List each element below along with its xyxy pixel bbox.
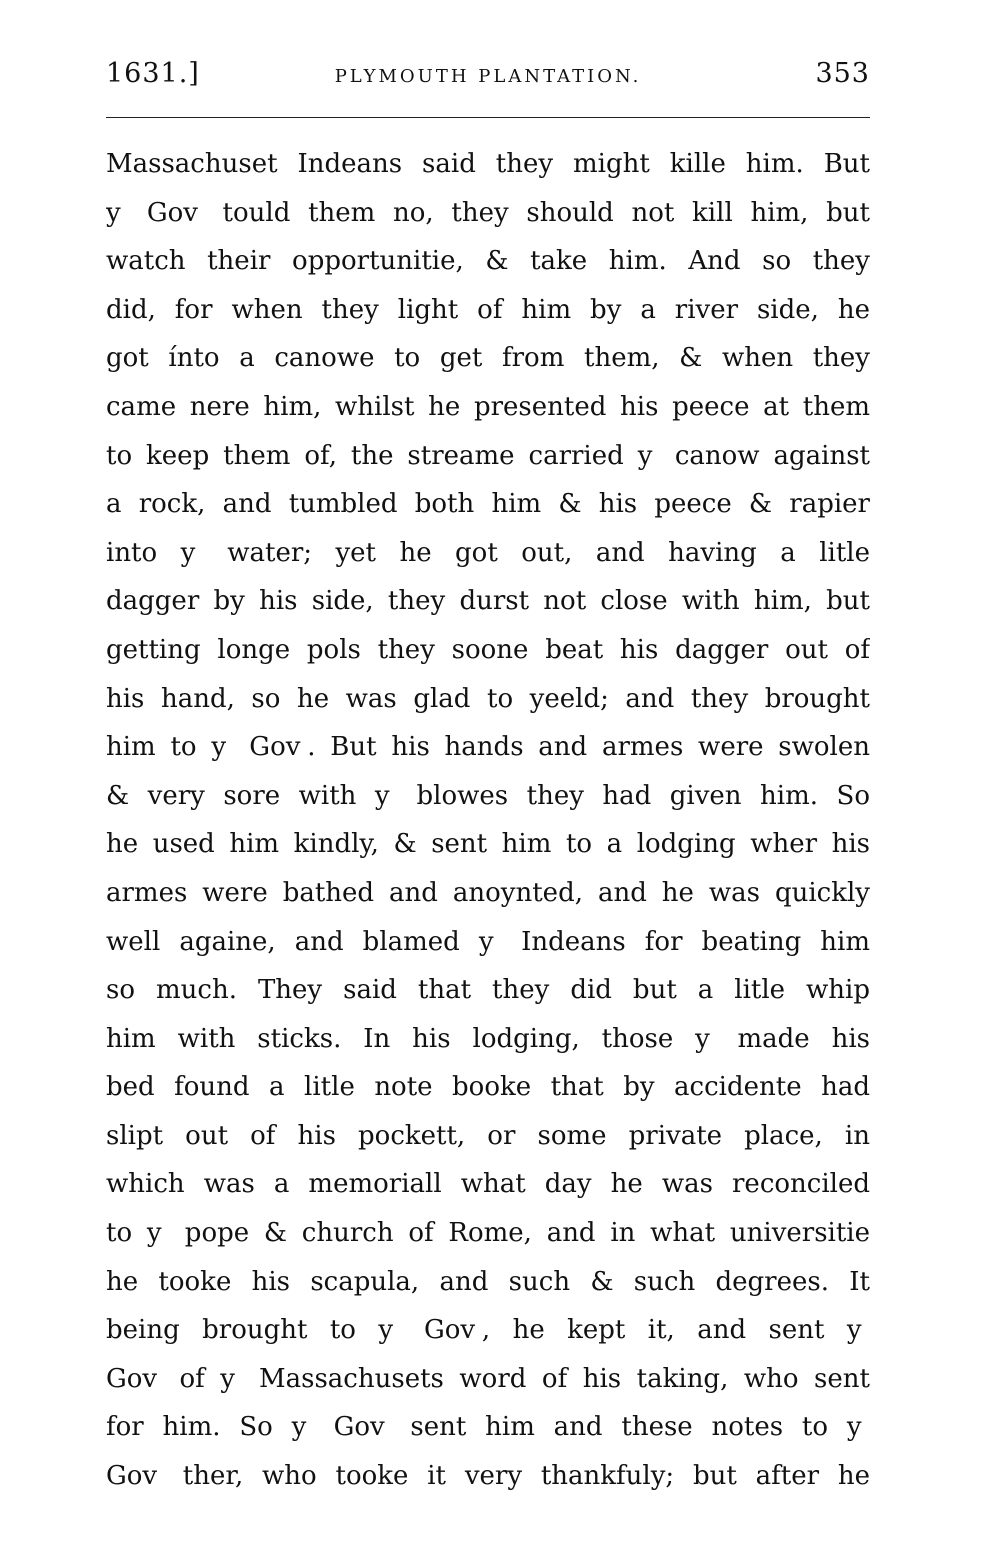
text-line: getting longe pols they soone beat his dagger out of [106, 634, 870, 665]
text-line: him with sticks. In his lodging, those y made his [106, 1023, 870, 1054]
text-line: so much. They said that they did but a litle whip [106, 975, 870, 1006]
text-line: dagger by his side, they durst not close with him, but [106, 586, 870, 617]
text-line: for him. So y Gov sent him and these notes to y [106, 1412, 862, 1443]
text-line: watch their opportunitie, & take him. And so they [106, 246, 870, 277]
text-line: to keep them of, the streame carried y canow against [106, 440, 870, 471]
text-line: being brought to y Gov , he kept it, and sent y [106, 1315, 862, 1346]
text-line: he used him kindly, & sent him to a lodging wher his [106, 829, 870, 860]
text-line: came nere him, whilst he presented his peece at them [106, 391, 870, 422]
header-rule [106, 117, 870, 118]
text-line: got ínto a canowe to get from them, & when they [106, 343, 870, 374]
text-line: into y water; yet he got out, and having a litle [106, 537, 870, 568]
text-line: did, for when they light of him by a river side, he [106, 294, 870, 325]
text-line: him to y Gov . But his hands and armes were swolen [106, 732, 870, 763]
text-line: Gov ther, who tooke it very thankfuly; but after he [106, 1461, 870, 1492]
text-line: to y pope & church of Rome, and in what universitie [106, 1218, 870, 1249]
header-title: PLYMOUTH PLANTATION. [334, 66, 642, 87]
text-line: & very sore with y blowes they had given him. So [106, 780, 870, 811]
body-text [106, 140, 870, 1501]
page-number: 353 [815, 58, 870, 89]
text-line: well againe, and blamed y Indeans for beating him [106, 926, 870, 957]
text-line: a rock, and tumbled both him & his peece & rapier [106, 489, 870, 520]
header-year: 1631.] [106, 58, 200, 89]
text-line: y Gov tould them no, they should not kill him, but [106, 197, 870, 228]
text-line: which was a memoriall what day he was reconciled [106, 1169, 870, 1200]
text-line: armes were bathed and anoynted, and he was quickly [106, 877, 870, 908]
text-line: Massachuset Indeans said they might kille him. But [106, 149, 870, 179]
text-line: his hand, so he was glad to yeeld; and they brought [106, 683, 870, 714]
text-line: slipt out of his pockett, or some private place, in [106, 1120, 870, 1151]
text-line: he tooke his scapula, and such & such degrees. It [106, 1266, 870, 1297]
text-line: bed found a litle note booke that by accidente had [106, 1072, 870, 1103]
text-line: Gov of y Massachusets word of his taking, who sent [106, 1363, 870, 1394]
running-head [106, 58, 870, 98]
